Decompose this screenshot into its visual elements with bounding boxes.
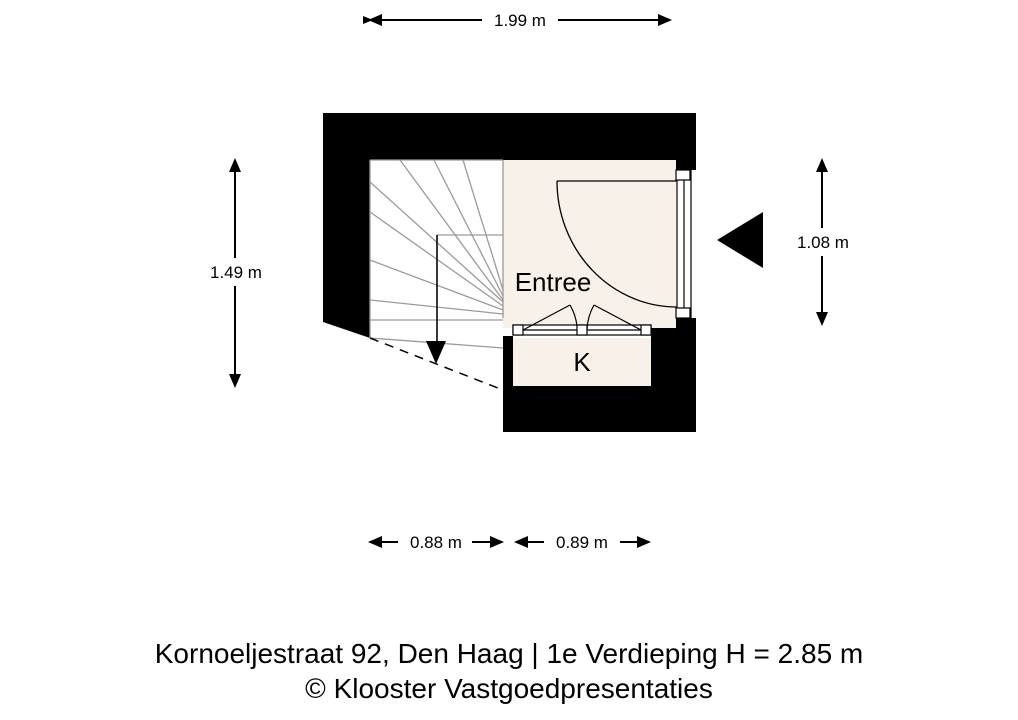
footer-copyright: © Klooster Vastgoedpresentaties xyxy=(305,673,713,704)
entrance-arrow-icon xyxy=(717,212,763,268)
dimension-left-height xyxy=(210,158,262,388)
dimension-bottom-left xyxy=(368,533,504,552)
stair-direction-arrow-icon xyxy=(426,341,446,364)
floor-entree xyxy=(503,160,676,328)
dimension-label-bottom-right: 0.89 m xyxy=(556,533,608,552)
dimension-top-width xyxy=(368,11,672,30)
dimension-label-left: 1.49 m xyxy=(210,263,262,282)
staircase xyxy=(370,160,503,348)
dimension-bottom-right xyxy=(514,533,651,552)
dimension-label-right: 1.08 m xyxy=(797,233,849,252)
room-label-closet: K xyxy=(573,347,591,377)
dimension-label-top: 1.99 m xyxy=(494,11,546,30)
dimension-label-bottom-left: 0.88 m xyxy=(410,533,462,552)
room-label-entree: Entree xyxy=(514,267,592,297)
footer-address: Kornoeljestraat 92, Den Haag | 1e Verdieping H = 2.85 m xyxy=(154,638,864,669)
dimension-right-height xyxy=(797,158,849,326)
